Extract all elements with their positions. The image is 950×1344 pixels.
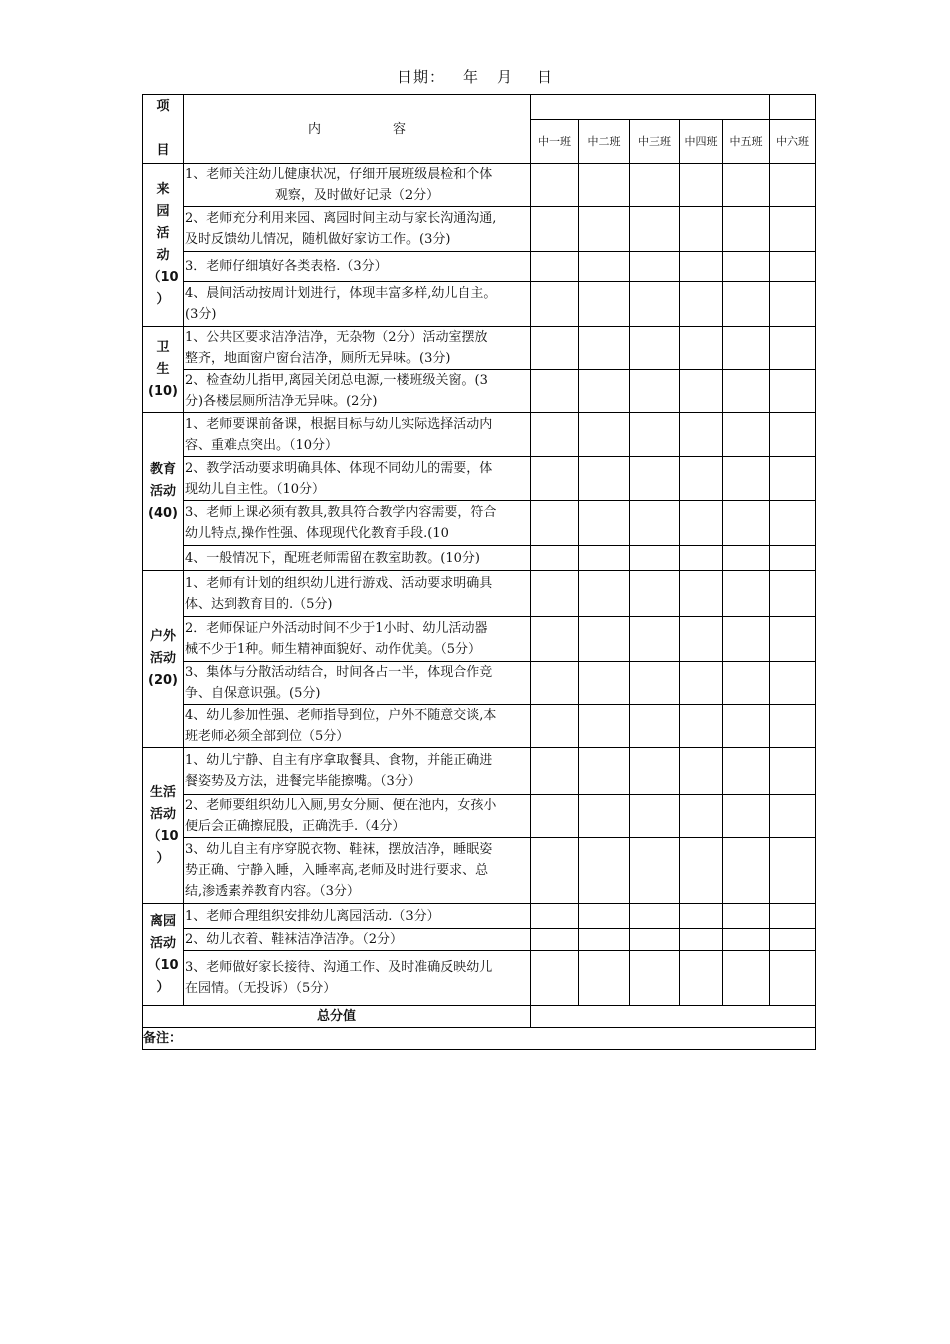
score-cell[interactable] — [630, 571, 680, 617]
score-cell[interactable] — [680, 904, 723, 929]
table-row — [143, 370, 816, 413]
score-cell[interactable] — [531, 795, 579, 838]
score-cell[interactable] — [579, 457, 630, 501]
score-cell[interactable] — [770, 904, 816, 929]
class-header: 中六班 — [770, 120, 816, 164]
score-cell[interactable] — [723, 838, 770, 904]
header-blank-top — [531, 95, 770, 120]
criterion-text: 1、老师有计划的组织幼儿进行游戏、活动要求明确具 体、达到教育目的.（5分) — [184, 571, 531, 617]
score-cell[interactable] — [680, 413, 723, 457]
score-cell[interactable] — [579, 370, 630, 413]
score-cell[interactable] — [770, 838, 816, 904]
score-cell[interactable] — [630, 705, 680, 748]
table-row — [143, 748, 816, 795]
criterion-text: 3、老师做好家长接待、沟通工作、及时准确反映幼儿 在园情。（无投诉）（5分） — [184, 951, 531, 1006]
total-label: 总分值 — [143, 1006, 531, 1028]
score-cell[interactable] — [680, 662, 723, 705]
score-cell[interactable] — [579, 951, 630, 1006]
table-row — [143, 413, 816, 457]
score-cell[interactable] — [579, 282, 630, 327]
score-cell[interactable] — [579, 904, 630, 929]
criterion-text: 2、教学活动要求明确具体、体现不同幼儿的需要，体 现幼儿自主性。（10分） — [184, 457, 531, 501]
score-cell[interactable] — [531, 838, 579, 904]
criterion-text: 3、集体与分散活动结合，时间各占一半，体现合作竞 争、自保意识强。(5分) — [184, 662, 531, 705]
section-title: 生活 活动 （10 ） — [143, 748, 184, 904]
section-title: 卫 生 (10) — [143, 327, 184, 413]
score-cell[interactable] — [680, 370, 723, 413]
score-cell[interactable] — [770, 662, 816, 705]
criterion-text: 2、幼儿衣着、鞋袜洁净洁净。（2分） — [184, 929, 531, 951]
score-cell[interactable] — [579, 207, 630, 252]
score-cell[interactable] — [531, 327, 579, 370]
score-cell[interactable] — [579, 252, 630, 282]
score-cell[interactable] — [531, 617, 579, 662]
score-cell[interactable] — [579, 617, 630, 662]
score-cell[interactable] — [531, 501, 579, 546]
score-cell[interactable] — [531, 413, 579, 457]
score-cell[interactable] — [723, 795, 770, 838]
criterion-text: 3、幼儿自主有序穿脱衣物、鞋袜，摆放洁净，睡眠姿 势正确、宁静入睡，入睡率高,老师及时进行要求、总 结,渗透素养教育内容。（3分） — [184, 838, 531, 904]
score-cell[interactable] — [680, 929, 723, 951]
table-row — [143, 838, 816, 904]
score-cell[interactable] — [680, 501, 723, 546]
score-cell[interactable] — [630, 904, 680, 929]
score-cell[interactable] — [723, 370, 770, 413]
score-cell[interactable] — [630, 413, 680, 457]
date-day: 日 — [537, 68, 554, 86]
table-row — [143, 904, 816, 929]
score-cell[interactable] — [630, 327, 680, 370]
score-cell[interactable] — [630, 617, 680, 662]
score-cell[interactable] — [680, 617, 723, 662]
score-cell[interactable] — [770, 929, 816, 951]
table-row — [143, 501, 816, 546]
evaluation-table — [142, 94, 816, 1050]
score-cell[interactable] — [680, 327, 723, 370]
score-cell[interactable] — [630, 252, 680, 282]
score-cell[interactable] — [531, 904, 579, 929]
header-blank-top-right — [770, 95, 816, 120]
table-row — [143, 795, 816, 838]
score-cell[interactable] — [770, 413, 816, 457]
header-content: 内 容 — [184, 95, 531, 164]
score-cell[interactable] — [770, 546, 816, 571]
score-cell[interactable] — [723, 546, 770, 571]
score-cell[interactable] — [579, 501, 630, 546]
score-cell[interactable] — [770, 457, 816, 501]
score-cell[interactable] — [579, 327, 630, 370]
score-cell[interactable] — [630, 951, 680, 1006]
table-row — [143, 951, 816, 1006]
table-row — [143, 207, 816, 252]
score-cell[interactable] — [531, 252, 579, 282]
score-cell[interactable] — [723, 413, 770, 457]
score-cell[interactable] — [680, 457, 723, 501]
criterion-text: 2、检查幼儿指甲,离园关闭总电源,一楼班级关窗。(3 分)各楼层厕所洁净无异味。(2分) — [184, 370, 531, 413]
score-cell[interactable] — [723, 501, 770, 546]
section-title: 离园 活动 （10 ） — [143, 904, 184, 1006]
score-cell[interactable] — [531, 164, 579, 207]
table-row — [143, 327, 816, 370]
score-cell[interactable] — [723, 282, 770, 327]
header-project: 项 目 — [143, 95, 184, 164]
score-cell[interactable] — [579, 748, 630, 795]
criterion-text: 4、晨间活动按周计划进行，体现丰富多样,幼儿自主。 (3分) — [184, 282, 531, 327]
score-cell[interactable] — [531, 662, 579, 705]
score-cell[interactable] — [531, 929, 579, 951]
remarks-field[interactable]: 备注： — [143, 1028, 816, 1050]
score-cell[interactable] — [531, 282, 579, 327]
date-label: 日期： — [396, 68, 445, 86]
score-cell[interactable] — [630, 164, 680, 207]
table-row — [143, 705, 816, 748]
score-cell[interactable] — [723, 207, 770, 252]
score-cell[interactable] — [770, 571, 816, 617]
total-value-cell[interactable] — [531, 1006, 816, 1028]
score-cell[interactable] — [630, 370, 680, 413]
score-cell[interactable] — [680, 252, 723, 282]
score-cell[interactable] — [531, 705, 579, 748]
score-cell[interactable] — [579, 662, 630, 705]
criterion-text: 4、幼儿参加性强、老师指导到位，户外不随意交谈,本 班老师必须全部到位（5分） — [184, 705, 531, 748]
score-cell[interactable] — [630, 795, 680, 838]
score-cell[interactable] — [723, 929, 770, 951]
score-cell[interactable] — [770, 951, 816, 1006]
score-cell[interactable] — [723, 904, 770, 929]
score-cell[interactable] — [680, 546, 723, 571]
criterion-text: 2、老师要组织幼儿入厕,男女分厕、便在池内，女孩小 便后会正确擦屁股，正确洗手.（4分） — [184, 795, 531, 838]
score-cell[interactable] — [531, 370, 579, 413]
score-cell[interactable] — [680, 795, 723, 838]
score-cell[interactable] — [579, 546, 630, 571]
score-cell[interactable] — [680, 748, 723, 795]
score-cell[interactable] — [630, 457, 680, 501]
score-cell[interactable] — [723, 705, 770, 748]
date-year: 年 — [462, 68, 479, 86]
class-header: 中五班 — [723, 120, 770, 164]
score-cell[interactable] — [531, 748, 579, 795]
score-cell[interactable] — [579, 164, 630, 207]
score-cell[interactable] — [770, 252, 816, 282]
score-cell[interactable] — [770, 327, 816, 370]
score-cell[interactable] — [680, 164, 723, 207]
score-cell[interactable] — [680, 951, 723, 1006]
score-cell[interactable] — [723, 617, 770, 662]
criterion-text: 1、老师要课前备课，根据目标与幼儿实际选择活动内 容、重难点突出。（10分） — [184, 413, 531, 457]
score-cell[interactable] — [770, 282, 816, 327]
score-cell[interactable] — [579, 571, 630, 617]
score-cell[interactable] — [630, 282, 680, 327]
criterion-text: 2．老师保证户外活动时间不少于1小时、幼儿活动器 械不少于1种。师生精神面貌好、动作优美。（5分） — [184, 617, 531, 662]
score-cell[interactable] — [680, 571, 723, 617]
score-cell[interactable] — [770, 370, 816, 413]
score-cell[interactable] — [579, 929, 630, 951]
score-cell[interactable] — [723, 164, 770, 207]
class-header: 中二班 — [579, 120, 630, 164]
score-cell[interactable] — [723, 951, 770, 1006]
score-cell[interactable] — [770, 795, 816, 838]
section-title: 教育 活动 (40) — [143, 413, 184, 571]
score-cell[interactable] — [770, 501, 816, 546]
score-cell[interactable] — [770, 705, 816, 748]
section-title: 来 园 活 动 （10 ） — [143, 164, 184, 327]
criterion-text: 1、幼儿宁静、自主有序拿取餐具、食物，并能正确进 餐姿势及方法，进餐完毕能擦嘴。（3分） — [184, 748, 531, 795]
score-cell[interactable] — [630, 662, 680, 705]
score-cell[interactable] — [630, 748, 680, 795]
table-row — [143, 617, 816, 662]
score-cell[interactable] — [723, 571, 770, 617]
class-header: 中四班 — [680, 120, 723, 164]
score-cell[interactable] — [770, 748, 816, 795]
score-cell[interactable] — [770, 617, 816, 662]
date-month: 月 — [497, 68, 514, 86]
score-cell[interactable] — [531, 546, 579, 571]
table-row — [143, 164, 816, 207]
class-header: 中三班 — [630, 120, 680, 164]
score-cell[interactable] — [630, 929, 680, 951]
score-cell[interactable] — [723, 662, 770, 705]
score-cell[interactable] — [680, 705, 723, 748]
criterion-text: 3．老师仔细填好各类表格.（3分） — [184, 252, 531, 282]
table-row — [143, 457, 816, 501]
criterion-text: 1、公共区要求洁净洁净，无杂物（2分）活动室摆放 整齐，地面窗户窗台洁净，厕所无异味。(3分) — [184, 327, 531, 370]
table-row — [143, 662, 816, 705]
table-row — [143, 929, 816, 951]
criterion-text: 2、老师充分利用来园、离园时间主动与家长沟通沟通, 及时反馈幼儿情况，随机做好家访工作。(3分) — [184, 207, 531, 252]
score-cell[interactable] — [531, 951, 579, 1006]
score-cell[interactable] — [531, 571, 579, 617]
score-cell[interactable] — [630, 501, 680, 546]
score-cell[interactable] — [630, 207, 680, 252]
score-cell[interactable] — [579, 705, 630, 748]
criterion-text: 1、老师关注幼儿健康状况，仔细开展班级晨检和个体 观察，及时做好记录（2分） — [184, 164, 531, 207]
criterion-text: 4、一般情况下，配班老师需留在教室助教。(10分) — [184, 546, 531, 571]
score-cell[interactable] — [531, 207, 579, 252]
score-cell[interactable] — [579, 838, 630, 904]
score-cell[interactable] — [723, 748, 770, 795]
score-cell[interactable] — [630, 546, 680, 571]
score-cell[interactable] — [723, 327, 770, 370]
score-cell[interactable] — [680, 207, 723, 252]
score-cell[interactable] — [770, 207, 816, 252]
score-cell[interactable] — [579, 795, 630, 838]
score-cell[interactable] — [531, 457, 579, 501]
table-row — [143, 252, 816, 282]
score-cell[interactable] — [680, 282, 723, 327]
section-title: 户外 活动 (20) — [143, 571, 184, 748]
score-cell[interactable] — [680, 838, 723, 904]
class-header: 中一班 — [531, 120, 579, 164]
date-line — [0, 66, 950, 87]
table-row — [143, 571, 816, 617]
score-cell[interactable] — [723, 252, 770, 282]
table-row — [143, 282, 816, 327]
score-cell[interactable] — [579, 413, 630, 457]
table-row — [143, 546, 816, 571]
criterion-text: 3、老师上课必须有教具,教具符合教学内容需要，符合 幼儿特点,操作性强、体现现代化教育手段.(10 — [184, 501, 531, 546]
score-cell[interactable] — [770, 164, 816, 207]
score-cell[interactable] — [630, 838, 680, 904]
score-cell[interactable] — [723, 457, 770, 501]
criterion-text: 1、老师合理组织安排幼儿离园活动.（3分） — [184, 904, 531, 929]
